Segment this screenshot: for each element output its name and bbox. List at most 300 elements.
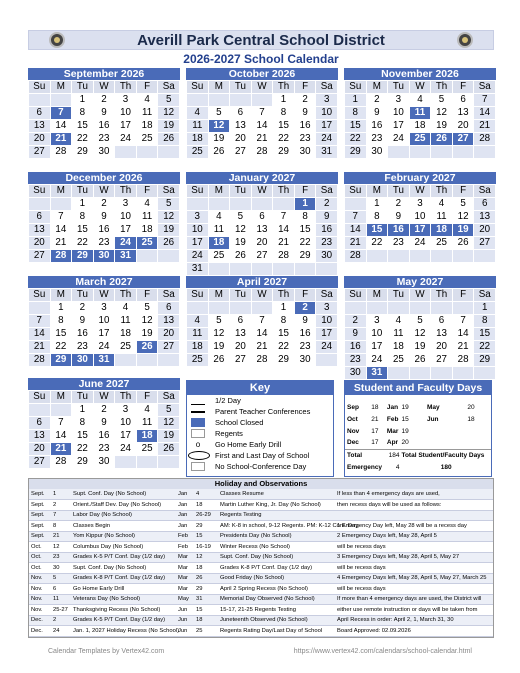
day-cell: 16 xyxy=(345,341,367,354)
empty-day-cell xyxy=(345,198,367,211)
empty-day-cell xyxy=(273,198,295,211)
day-cell: 12 xyxy=(158,211,180,224)
key-first-last: First and Last Day of School xyxy=(187,450,333,461)
empty-day-cell xyxy=(136,354,158,367)
day-cell: 18 xyxy=(208,237,230,250)
day-cell: 27 xyxy=(29,146,51,159)
day-cell: 18 xyxy=(136,120,158,133)
weekday-header: W xyxy=(251,81,273,94)
day-cell: 1 xyxy=(294,198,316,211)
holiday-row: Sept. 2 Orient./Staff Dev. Day (No School) Jan 18 Martin Luther King, Jr. Day (No School) then recess days will be used as follows: xyxy=(29,500,493,511)
weekday-header: Sa xyxy=(158,391,180,404)
day-cell: 11 xyxy=(388,328,410,341)
day-cell: 20 xyxy=(29,133,51,146)
holiday-row: Nov. 6 Go Home Early Drill Mar 29 April 2 Spring Recess (No School) will be recess days xyxy=(29,584,493,595)
day-cell: 2 xyxy=(93,404,115,417)
day-cell: 28 xyxy=(474,133,496,146)
day-cell: 26 xyxy=(208,146,230,159)
day-cell: 15 xyxy=(50,328,72,341)
empty-day-cell xyxy=(409,146,431,159)
day-cell: 26 xyxy=(158,443,180,456)
day-cell: 2 xyxy=(294,302,316,315)
day-cell: 26 xyxy=(452,237,474,250)
day-cell: 2 xyxy=(72,302,94,315)
day-cell: 10 xyxy=(366,328,388,341)
ellipse-icon xyxy=(188,451,210,460)
day-cell: 23 xyxy=(93,133,115,146)
day-cell: 21 xyxy=(50,133,72,146)
weekday-header: Su xyxy=(345,185,367,198)
month-calendar xyxy=(186,276,338,367)
day-cell: 25 xyxy=(136,237,158,250)
day-cell: 6 xyxy=(29,417,51,430)
weekday-header: M xyxy=(50,81,72,94)
sfd-row: Dec 17 Apr 20 xyxy=(347,439,409,447)
day-cell: 20 xyxy=(158,328,180,341)
day-cell: 13 xyxy=(452,107,474,120)
empty-day-cell xyxy=(158,456,180,469)
weekday-header: Sa xyxy=(158,289,180,302)
day-cell: 22 xyxy=(366,237,388,250)
empty-day-cell xyxy=(409,367,431,380)
empty-day-cell xyxy=(251,94,273,107)
empty-day-cell xyxy=(115,456,137,469)
empty-day-cell xyxy=(409,250,431,263)
day-cell: 29 xyxy=(345,146,367,159)
empty-day-cell xyxy=(251,198,273,211)
day-cell: 23 xyxy=(316,237,338,250)
day-cell: 17 xyxy=(316,328,338,341)
empty-day-cell xyxy=(29,302,51,315)
day-cell: 27 xyxy=(158,341,180,354)
regents-swatch-icon xyxy=(191,429,205,438)
weekday-header: Sa xyxy=(316,289,338,302)
day-cell: 18 xyxy=(187,341,209,354)
empty-day-cell xyxy=(431,302,453,315)
weekday-header: Sa xyxy=(474,81,496,94)
holiday-row: Sept. 8 Classes Begin Jan 29 AM: K-8 in school, 9-12 Regents. PM: K-12 Conf. Day 1 Emergency Day left, May 28 will be a recess day xyxy=(29,521,493,532)
day-cell: 19 xyxy=(158,120,180,133)
weekday-header: Su xyxy=(29,391,51,404)
empty-day-cell xyxy=(230,263,252,276)
empty-day-cell xyxy=(474,250,496,263)
student-faculty-days-panel xyxy=(344,380,492,477)
weekday-header: F xyxy=(294,289,316,302)
day-cell: 13 xyxy=(251,224,273,237)
empty-day-cell xyxy=(208,198,230,211)
day-cell: 17 xyxy=(187,237,209,250)
district-header xyxy=(28,30,494,50)
day-cell: 10 xyxy=(388,107,410,120)
day-cell: 31 xyxy=(93,354,115,367)
weekday-header: W xyxy=(409,185,431,198)
weekday-header: F xyxy=(136,81,158,94)
day-cell: 28 xyxy=(29,354,51,367)
day-cell: 23 xyxy=(366,133,388,146)
key-title: Key xyxy=(187,381,333,395)
day-cell: 4 xyxy=(136,404,158,417)
day-cell: 21 xyxy=(50,443,72,456)
day-cell: 23 xyxy=(388,237,410,250)
day-cell: 1 xyxy=(50,302,72,315)
weekday-header: W xyxy=(93,185,115,198)
day-cell: 4 xyxy=(187,315,209,328)
empty-day-cell xyxy=(230,302,252,315)
weekday-header: Tu xyxy=(388,289,410,302)
empty-day-cell xyxy=(230,94,252,107)
weekday-header: Th xyxy=(115,289,137,302)
day-cell: 16 xyxy=(388,224,410,237)
day-cell: 1 xyxy=(366,198,388,211)
day-cell: 8 xyxy=(294,211,316,224)
day-cell: 15 xyxy=(273,328,295,341)
day-cell: 20 xyxy=(29,237,51,250)
day-cell: 22 xyxy=(72,443,94,456)
weekday-header: Su xyxy=(29,289,51,302)
day-cell: 19 xyxy=(208,133,230,146)
day-cell: 2 xyxy=(93,198,115,211)
half-day-slash-icon xyxy=(191,396,205,405)
day-cell: 19 xyxy=(431,120,453,133)
day-cell: 7 xyxy=(474,94,496,107)
key-drill: o Go Home Early Drill xyxy=(187,439,333,450)
holiday-row: Sept. 7 Labor Day (No School) Jan 26-29 Regents Testing xyxy=(29,510,493,521)
day-cell: 18 xyxy=(115,328,137,341)
empty-day-cell xyxy=(452,367,474,380)
day-cell: 16 xyxy=(294,120,316,133)
day-cell: 3 xyxy=(187,211,209,224)
holiday-row: Oct. 23 Grades K-5 P/T Conf. Day (1/2 day) Mar 12 Supt. Conf. Day (No School) 3 Emergency Days left, May 28, April 5, May 27 xyxy=(29,552,493,563)
weekday-header: Sa xyxy=(474,185,496,198)
day-cell: 17 xyxy=(115,430,137,443)
weekday-header: M xyxy=(208,289,230,302)
day-cell: 26 xyxy=(136,341,158,354)
day-cell: 20 xyxy=(29,443,51,456)
day-cell: 22 xyxy=(72,237,94,250)
day-cell: 26 xyxy=(431,133,453,146)
day-cell: 21 xyxy=(29,341,51,354)
day-cell: 8 xyxy=(474,315,496,328)
day-cell: 18 xyxy=(409,120,431,133)
empty-day-cell xyxy=(452,250,474,263)
day-cell: 3 xyxy=(316,302,338,315)
empty-day-cell xyxy=(29,94,51,107)
day-cell: 30 xyxy=(93,456,115,469)
day-cell: 25 xyxy=(187,146,209,159)
weekday-header: Th xyxy=(431,185,453,198)
day-cell: 31 xyxy=(316,146,338,159)
day-cell: 22 xyxy=(273,341,295,354)
weekday-header: Su xyxy=(29,81,51,94)
empty-day-cell xyxy=(251,302,273,315)
day-cell: 11 xyxy=(136,107,158,120)
weekday-header: W xyxy=(251,185,273,198)
day-cell: 27 xyxy=(230,354,252,367)
day-cell: 15 xyxy=(72,224,94,237)
day-cell: 7 xyxy=(452,315,474,328)
day-cell: 8 xyxy=(50,315,72,328)
day-cell: 3 xyxy=(93,302,115,315)
day-cell: 2 xyxy=(366,94,388,107)
day-cell: 14 xyxy=(50,430,72,443)
weekday-header: Th xyxy=(115,391,137,404)
day-cell: 8 xyxy=(72,211,94,224)
day-cell: 12 xyxy=(452,211,474,224)
day-cell: 17 xyxy=(366,341,388,354)
empty-day-cell xyxy=(208,302,230,315)
day-cell: 15 xyxy=(366,224,388,237)
empty-day-cell xyxy=(452,302,474,315)
day-cell: 30 xyxy=(294,146,316,159)
month-calendar xyxy=(28,276,180,367)
day-cell: 17 xyxy=(115,224,137,237)
weekday-header: F xyxy=(452,81,474,94)
day-cell: 28 xyxy=(345,250,367,263)
day-cell: 20 xyxy=(251,237,273,250)
weekday-header: Su xyxy=(187,185,209,198)
key-closed: School Closed xyxy=(187,417,333,428)
month-title: February 2027 xyxy=(344,172,496,184)
day-cell: 3 xyxy=(409,198,431,211)
day-cell: 13 xyxy=(158,315,180,328)
day-cell: 9 xyxy=(294,107,316,120)
day-cell: 15 xyxy=(273,120,295,133)
day-cell: 23 xyxy=(72,341,94,354)
day-cell: 3 xyxy=(316,94,338,107)
day-cell: 13 xyxy=(29,224,51,237)
empty-day-cell xyxy=(316,263,338,276)
calendar-subtitle: 2026-2027 School Calendar xyxy=(183,52,339,66)
day-cell: 22 xyxy=(345,133,367,146)
day-cell: 14 xyxy=(452,328,474,341)
day-cell: 3 xyxy=(115,198,137,211)
day-cell: 24 xyxy=(316,341,338,354)
day-cell: 25 xyxy=(136,133,158,146)
empty-day-cell xyxy=(208,263,230,276)
day-cell: 29 xyxy=(273,354,295,367)
day-cell: 31 xyxy=(366,367,388,380)
weekday-header: Th xyxy=(273,185,295,198)
empty-day-cell xyxy=(273,263,295,276)
holiday-row: Nov. 25-27 Thanksgiving Recess (No School) Jun 15 15-17, 21-25 Regents Testing either use remote instruction or days will be taken from xyxy=(29,605,493,616)
day-cell: 1 xyxy=(345,94,367,107)
weekday-header: M xyxy=(366,185,388,198)
empty-day-cell xyxy=(50,198,72,211)
day-cell: 29 xyxy=(474,354,496,367)
day-cell: 11 xyxy=(187,328,209,341)
weekday-header: Th xyxy=(115,185,137,198)
day-cell: 12 xyxy=(208,328,230,341)
empty-day-cell xyxy=(474,146,496,159)
day-cell: 25 xyxy=(409,133,431,146)
weekday-header: Tu xyxy=(72,391,94,404)
day-cell: 26 xyxy=(230,250,252,263)
day-cell: 28 xyxy=(50,146,72,159)
weekday-header: W xyxy=(409,81,431,94)
weekday-header: Th xyxy=(115,81,137,94)
weekday-header: M xyxy=(50,185,72,198)
day-cell: 26 xyxy=(158,133,180,146)
day-cell: 17 xyxy=(388,120,410,133)
weekday-header: Th xyxy=(273,81,295,94)
key-ptc: Parent Teacher Conferences xyxy=(187,406,333,417)
empty-day-cell xyxy=(366,250,388,263)
day-cell: 29 xyxy=(294,250,316,263)
day-cell: 9 xyxy=(316,211,338,224)
day-cell: 12 xyxy=(208,120,230,133)
day-cell: 1 xyxy=(273,302,295,315)
day-cell: 25 xyxy=(208,250,230,263)
day-cell: 25 xyxy=(115,341,137,354)
weekday-header: Tu xyxy=(72,289,94,302)
empty-day-cell xyxy=(50,94,72,107)
empty-day-cell xyxy=(187,94,209,107)
day-cell: 23 xyxy=(345,354,367,367)
key-half-day: 1/2 Day xyxy=(187,395,333,406)
day-cell: 6 xyxy=(29,107,51,120)
day-cell: 21 xyxy=(345,237,367,250)
day-cell: 5 xyxy=(136,302,158,315)
empty-day-cell xyxy=(187,302,209,315)
day-cell: 16 xyxy=(72,328,94,341)
day-cell: 16 xyxy=(316,224,338,237)
day-cell: 11 xyxy=(136,211,158,224)
month-title: June 2027 xyxy=(28,378,180,390)
day-cell: 7 xyxy=(50,417,72,430)
day-cell: 5 xyxy=(452,198,474,211)
weekday-header: F xyxy=(294,81,316,94)
weekday-header: Th xyxy=(431,289,453,302)
day-cell: 30 xyxy=(93,250,115,263)
empty-day-cell xyxy=(366,302,388,315)
weekday-header: M xyxy=(366,289,388,302)
empty-day-cell xyxy=(251,263,273,276)
day-cell: 17 xyxy=(115,120,137,133)
weekday-header: M xyxy=(208,81,230,94)
day-cell: 19 xyxy=(158,430,180,443)
month-calendar xyxy=(186,68,338,159)
day-cell: 8 xyxy=(72,417,94,430)
day-cell: 26 xyxy=(158,237,180,250)
month-calendar xyxy=(344,276,496,380)
day-cell: 11 xyxy=(136,417,158,430)
day-cell: 16 xyxy=(366,120,388,133)
day-cell: 19 xyxy=(158,224,180,237)
day-cell: 19 xyxy=(230,237,252,250)
day-cell: 7 xyxy=(251,107,273,120)
day-cell: 14 xyxy=(50,120,72,133)
day-cell: 18 xyxy=(136,430,158,443)
day-cell: 4 xyxy=(136,94,158,107)
day-cell: 26 xyxy=(409,354,431,367)
day-cell: 15 xyxy=(72,430,94,443)
weekday-header: Sa xyxy=(474,289,496,302)
weekday-header: M xyxy=(366,81,388,94)
day-cell: 27 xyxy=(230,146,252,159)
day-cell: 30 xyxy=(316,250,338,263)
day-cell: 28 xyxy=(273,250,295,263)
empty-day-cell xyxy=(388,250,410,263)
day-cell: 11 xyxy=(115,315,137,328)
key-panel xyxy=(186,380,334,477)
day-cell: 2 xyxy=(316,198,338,211)
day-cell: 20 xyxy=(230,341,252,354)
weekday-header: F xyxy=(136,185,158,198)
day-cell: 14 xyxy=(29,328,51,341)
weekday-header: Tu xyxy=(230,289,252,302)
day-cell: 27 xyxy=(29,456,51,469)
day-cell: 3 xyxy=(115,404,137,417)
day-cell: 4 xyxy=(388,315,410,328)
day-cell: 21 xyxy=(474,120,496,133)
holiday-row: Sept. 21 Yom Kippur (No School) Feb 15 Presidents Day (No School) 2 Emergency Days left, May 28, April 5 xyxy=(29,531,493,542)
empty-day-cell xyxy=(388,302,410,315)
day-cell: 5 xyxy=(230,211,252,224)
day-cell: 10 xyxy=(316,107,338,120)
day-cell: 21 xyxy=(251,341,273,354)
day-cell: 27 xyxy=(251,250,273,263)
day-cell: 18 xyxy=(388,341,410,354)
day-cell: 21 xyxy=(452,341,474,354)
empty-day-cell xyxy=(431,367,453,380)
weekday-header: Su xyxy=(345,81,367,94)
day-cell: 19 xyxy=(136,328,158,341)
month-title: April 2027 xyxy=(186,276,338,288)
day-cell: 4 xyxy=(431,198,453,211)
weekday-header: Sa xyxy=(158,185,180,198)
day-cell: 7 xyxy=(50,211,72,224)
weekday-header: W xyxy=(93,391,115,404)
day-cell: 13 xyxy=(474,211,496,224)
day-cell: 16 xyxy=(294,328,316,341)
day-cell: 27 xyxy=(452,133,474,146)
month-title: May 2027 xyxy=(344,276,496,288)
day-cell: 5 xyxy=(158,404,180,417)
day-cell: 14 xyxy=(50,224,72,237)
district-title: Averill Park Central School District xyxy=(137,32,385,49)
day-cell: 24 xyxy=(316,133,338,146)
footer-right[interactable]: https://www.vertex42.com/calendars/school-calendar.html xyxy=(293,648,472,655)
day-cell: 10 xyxy=(187,224,209,237)
empty-day-cell xyxy=(115,354,137,367)
empty-day-cell xyxy=(388,146,410,159)
day-cell: 19 xyxy=(409,341,431,354)
empty-day-cell xyxy=(136,456,158,469)
weekday-header: F xyxy=(136,289,158,302)
day-cell: 13 xyxy=(29,120,51,133)
weekday-header: F xyxy=(294,185,316,198)
empty-day-cell xyxy=(29,198,51,211)
day-cell: 8 xyxy=(345,107,367,120)
weekday-header: Sa xyxy=(316,185,338,198)
day-cell: 30 xyxy=(93,146,115,159)
day-cell: 20 xyxy=(452,120,474,133)
holidays-title: Holiday and Observations xyxy=(29,479,493,489)
weekday-header: M xyxy=(208,185,230,198)
day-cell: 4 xyxy=(115,302,137,315)
sfd-row: Sep 18 Jan 19 May 20 xyxy=(347,403,475,411)
day-cell: 2 xyxy=(294,94,316,107)
day-cell: 29 xyxy=(72,146,94,159)
weekday-header: W xyxy=(93,289,115,302)
day-cell: 9 xyxy=(388,211,410,224)
day-cell: 21 xyxy=(50,237,72,250)
day-cell: 6 xyxy=(452,94,474,107)
day-cell: 29 xyxy=(50,354,72,367)
district-seal-icon xyxy=(457,32,473,48)
day-cell: 5 xyxy=(208,107,230,120)
day-cell: 30 xyxy=(294,354,316,367)
